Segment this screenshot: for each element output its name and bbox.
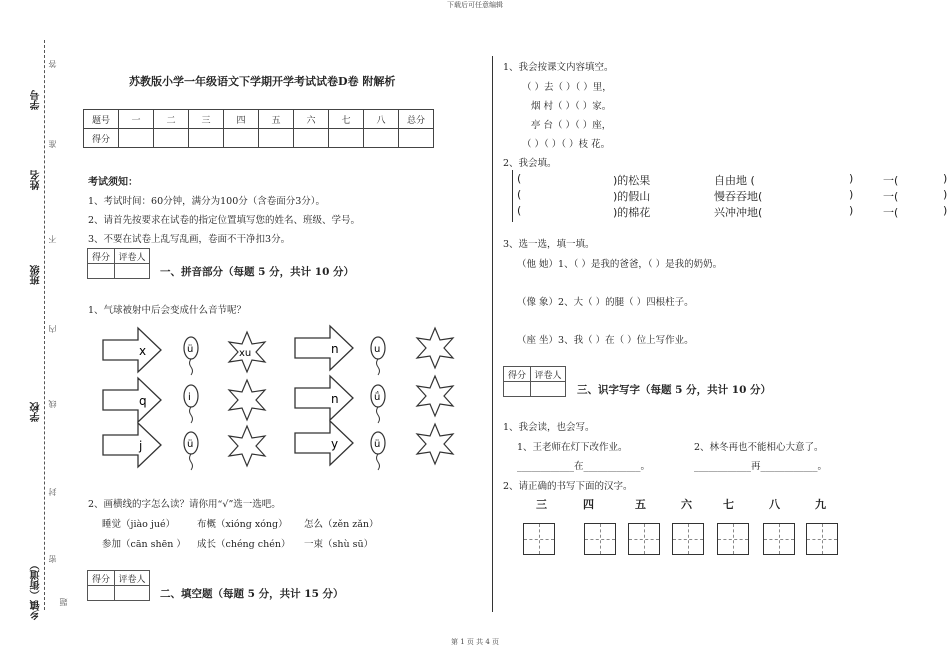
writing-grid-box[interactable] (763, 523, 795, 555)
s1-question2: 2、画横线的字怎么读？请你用“√”选一选吧。 (88, 499, 281, 510)
writing-grid-box[interactable] (806, 523, 838, 555)
binding-mark: 不 (48, 235, 57, 243)
hanzi-label: 六 (681, 498, 692, 511)
select-line: （座 坐）3、我（ ）在（ ）位上写作业。 (517, 335, 694, 346)
r-question3: 3、选一选，填一填。 (503, 239, 595, 250)
select-line: （像 象）2、大（ ）的腿（ ）四根柱子。 (517, 297, 694, 308)
binding-label-school: 学校 (31, 402, 42, 422)
grader-score-label: 得分 (504, 367, 531, 382)
select-line: （他 她）1、（ ）是我的爸爸，（ ）是我的奶奶。 (517, 259, 723, 270)
s3-question1: 1、我会读，也会写。 (503, 422, 595, 433)
arrow-icon (103, 378, 161, 422)
fill-bracket-bar (512, 170, 513, 222)
poem-line: （ ）（ ）（ ）枝 花。 (522, 139, 611, 150)
writing-grid-box[interactable] (523, 523, 555, 555)
fill-row: ( )的假山 慢吞吞地( ) 一( ) (517, 188, 948, 203)
binding-label-student-id: 学号 (31, 90, 42, 110)
arrow-icon (295, 326, 353, 370)
header-note: 下载后可任意编辑 (447, 1, 503, 9)
grader-reviewer-label: 评卷人 (531, 367, 566, 382)
hanzi-label: 四 (583, 498, 594, 511)
notice-item: 1、考试时间：60分钟，满分为100分（含卷面分3分）。 (88, 196, 326, 207)
r-question2: 2、我会填。 (503, 158, 557, 169)
binding-mark: 密 (48, 555, 57, 563)
grader-score-cell[interactable] (88, 586, 115, 601)
balloon-letter: ü (187, 344, 194, 355)
score-header-cell: 二 (154, 110, 189, 129)
grader-reviewer-label: 评卷人 (115, 571, 150, 586)
hanzi-label: 九 (815, 498, 826, 511)
exam-title: 苏教版小学一年级语文下学期开学考试试卷D卷 附解析 (129, 75, 396, 88)
binding-label-township: 乡镇（街道） (31, 560, 42, 620)
arrow-letter: n (331, 392, 339, 406)
arrow-letter: n (331, 342, 339, 356)
fill-row: ( )的棉花 兴冲冲地( ) 一( ) (517, 204, 948, 219)
binding-mark: 内 (48, 325, 57, 333)
score-row-label: 得分 (84, 129, 119, 148)
score-cell[interactable] (294, 129, 329, 148)
balloon-icon (184, 337, 198, 375)
binding-mark: 准 (48, 140, 57, 148)
grader-reviewer-cell[interactable] (115, 264, 150, 279)
balloon-icon (371, 337, 385, 375)
grader-score-cell[interactable] (504, 382, 531, 397)
score-table (83, 109, 434, 148)
score-cell[interactable] (329, 129, 364, 148)
score-header-cell: 题号 (84, 110, 119, 129)
grader-score-cell[interactable] (88, 264, 115, 279)
score-cell[interactable] (399, 129, 434, 148)
pinyin-balloon-figure (95, 318, 470, 478)
star-icon (417, 424, 453, 464)
binding-label-class: 班级 (31, 265, 42, 285)
arrow-icon (295, 376, 353, 420)
score-header-cell: 八 (364, 110, 399, 129)
balloon-icon (184, 432, 198, 470)
score-header-cell: 七 (329, 110, 364, 129)
page-footer: 第 1 页 共 4 页 (450, 638, 500, 646)
hanzi-label: 五 (635, 498, 646, 511)
star-icon (229, 380, 265, 420)
star-letter: xu (239, 348, 252, 359)
fill-row: ( )的松果 自由地 ( ) 一( ) (517, 172, 948, 187)
score-header-cell: 总分 (399, 110, 434, 129)
grader-box (503, 366, 566, 397)
grader-reviewer-label: 评卷人 (115, 249, 150, 264)
s3-sentence: 2、林冬再也不能相心大意了。 (694, 442, 824, 453)
writing-grid-box[interactable] (717, 523, 749, 555)
notice-title: 考试须知： (88, 177, 138, 188)
score-cell[interactable] (364, 129, 399, 148)
balloon-letter: ü (374, 439, 381, 450)
notice-item: 3、不要在试卷上乱写乱画，卷面不干净扣3分。 (88, 234, 291, 245)
arrow-letter: y (331, 437, 339, 451)
score-header-cell: 六 (294, 110, 329, 129)
hanzi-label: 三 (536, 498, 547, 511)
choice-item[interactable]: 怎么（zěn zǎn） (304, 519, 379, 530)
binding-mark: 题 (59, 598, 68, 606)
binding-mark: 线 (48, 400, 57, 408)
balloon-letter: u (374, 344, 381, 355)
grader-score-label: 得分 (88, 249, 115, 264)
s3-fill-blank[interactable]: ____________在____________。 (517, 461, 651, 472)
s3-question2: 2、请正确的书写下面的汉字。 (503, 481, 633, 492)
arrow-icon (103, 423, 161, 467)
choice-item[interactable]: 布概（xióng xóng） (197, 519, 288, 530)
notice-item: 2、请首先按要求在试卷的指定位置填写您的姓名、班级、学号。 (88, 215, 361, 226)
score-cell[interactable] (189, 129, 224, 148)
star-icon (417, 328, 453, 368)
star-icon (229, 426, 265, 466)
grader-box (87, 570, 150, 601)
hanzi-label: 八 (769, 498, 780, 511)
writing-grid-box[interactable] (672, 523, 704, 555)
star-icon (417, 376, 453, 416)
binding-label-name: 姓名 (31, 170, 42, 190)
section2-title: 二、填空题（每题 5 分，共计 15 分） (160, 588, 344, 600)
score-header-cell: 三 (189, 110, 224, 129)
s1-question1: 1、气球被射中后会变成什么音节呢？ (88, 305, 247, 316)
balloon-icon (371, 385, 385, 423)
arrow-letter: x (139, 344, 147, 358)
binding-mark: 答 (48, 60, 57, 68)
arrow-icon (103, 328, 161, 372)
choice-item[interactable]: 一束（shù sū） (304, 539, 374, 550)
writing-grid-box[interactable] (584, 523, 616, 555)
score-cell[interactable] (259, 129, 294, 148)
grader-score-label: 得分 (88, 571, 115, 586)
poem-line: 烟 村（ ）（ ）家。 (531, 101, 612, 112)
score-cell[interactable] (224, 129, 259, 148)
grader-reviewer-cell[interactable] (531, 382, 566, 397)
arrow-icon (295, 421, 353, 465)
grader-reviewer-cell[interactable] (115, 586, 150, 601)
hanzi-label: 七 (723, 498, 734, 511)
writing-grid-box[interactable] (628, 523, 660, 555)
poem-line: （ ）去（ ）（ ）里， (522, 82, 612, 93)
balloon-icon (371, 432, 385, 470)
choice-item[interactable]: 睡觉（jiào jué） (102, 519, 176, 530)
grader-box (87, 248, 150, 279)
balloon-letter: ǘ (374, 392, 381, 403)
balloon-letter: ü (187, 439, 194, 450)
score-cell[interactable] (119, 129, 154, 148)
binding-line (44, 40, 45, 610)
s3-sentence: 1、王老师在灯下改作业。 (517, 442, 628, 453)
section1-title: 一、拼音部分（每题 5 分，共计 10 分） (160, 266, 355, 278)
section3-title: 三、识字写字（每题 5 分，共计 10 分） (577, 384, 772, 396)
choice-item[interactable]: 参加（cān shēn ） (102, 539, 186, 550)
arrow-letter: q (139, 394, 147, 408)
balloon-letter: i (188, 392, 191, 403)
column-divider (492, 56, 493, 612)
score-header-cell: 五 (259, 110, 294, 129)
score-header-cell: 四 (224, 110, 259, 129)
choice-item[interactable]: 成长（chéng chén） (197, 539, 291, 550)
arrow-letter: j (139, 439, 143, 453)
score-header-cell: 一 (119, 110, 154, 129)
balloon-icon (184, 385, 198, 423)
r-question1: 1、我会按课文内容填空。 (503, 62, 614, 73)
s3-fill-blank[interactable]: ____________再____________。 (694, 461, 828, 472)
score-cell[interactable] (154, 129, 189, 148)
poem-line: 亭 台（ ）（ ）座， (531, 120, 612, 131)
binding-mark: 封 (48, 488, 57, 496)
